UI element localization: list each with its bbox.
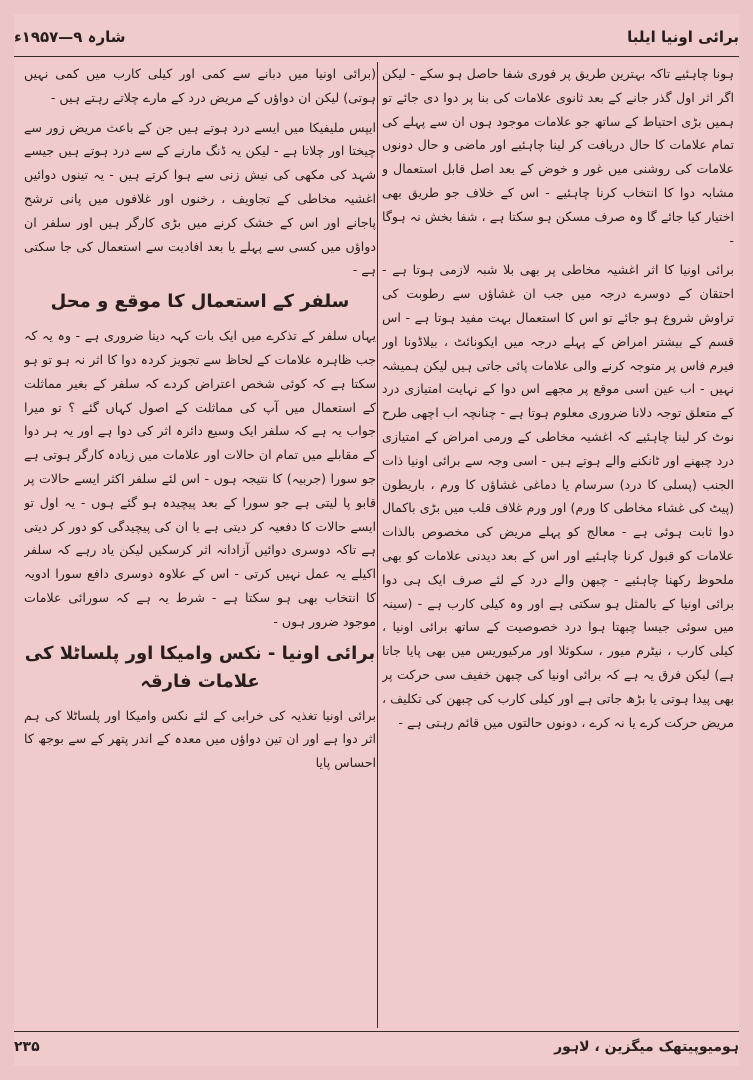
paragraph: یہاں سلفر کے تذکرے میں ایک بات کہہ دینا ضروری ہے - وہ یہ کہ جب ظاہرہ علامات کے لحاظ سے تجویز کردہ دوا کا اثر نہ ہو تو ہو سکتا ہے کہ کوئی شخص اعتراض کردے کہ سلفر کے بغیر مماثلت کے استعمال میں آپ کی مماثلت کے اصول کہاں گئے ؟ تو میرا جواب یہ ہے کہ سلفر ایک وسیع دائرہ اثر کی دوا ہے اور یہ ہر دوا کے مقابلے میں تمام ان حالات اور علامات میں زیادہ کارگر ہوتی ہے جو سورا (جربیہ) کا نتیجہ ہوں - اس لئے سلفر اکثر ایسے حالات پر قابو پا لیتی ہے جو سورا کے بعد پیچیدہ ہو گئے ہوں - یہ اول تو ایسے حالات کا دفعیہ کر دیتی ہے یا ان کی پیچیدگی کو دور کر دیتی ہے تاکہ دوسری دوائیں آزادانہ اثر کرسکیں لیکن یاد رہے کہ سلفر اکیلے یہ عمل نہیں کرتی - اس کے علاوہ دوسری دافع سورا ادویہ کا انتخاب بھی ہو سکتا ہے - شرط یہ ہے کہ سورائی علامات موجود ضرور ہوں - <box>24 328 376 629</box>
paragraph: (برائی اونیا میں دبانے سے کمی اور کیلی کارب میں کمی نہیں ہوتی) لیکن ان دواؤں کے مریض درد کے مارے چلاتے رہتے ہیں - <box>24 66 376 105</box>
paragraph: برائی اونیا تغذیہ کی خرابی کے لئے نکس وامیکا اور پلساٹلا کی ہم اثر دوا ہے اور ان تین دواؤں میں معدہ کے اندر پتھر کے سے بوجھ کا احساس پایا <box>24 707 376 771</box>
paragraph: ایپس ملیفیکا میں ایسے درد ہوتے ہیں جن کے باعث مریض زور سے چیختا اور چلاتا ہے - لیکن یہ ڈنگ مارنے کے سے درد ہوتے ہیں جیسے شہد کی مکھی کی نیش زنی سے ہوا کرتے ہیں - یہ تینوں دوائیں اغشیہ مخاطی کے تجاویف ، رخنوں اور غلافوں میں پانی ترشح پاجانے اور اس کے خشک کرنے میں بڑی کارگر ہیں اور سلفر ان دواؤں میں کسی سے پہلے یا بعد افادیت سے استعمال کی جا سکتی ہے - <box>24 119 376 278</box>
paragraph: برائی اونیا کا اثر اغشیہ مخاطی پر بھی بلا شبہ لازمی ہوتا ہے - احتقان کے دوسرے درجہ میں جب ان غشاؤں سے رطوبت کی تراوش شروع ہو جائے تو اس کا استعمال بہت مفید ہوتا ہے - اس قسم کے بیشتر امراض کے پہلے درجہ میں ایکونائٹ ، بیلاڈونا اور فیرم فاس پر متوجہ کرنے والی علامات پائی جاتی ہیں لیکن ہمیشہ نہیں - اب عین اسی موقع پر مجھے اس دوا کے نہایت امتیازی درد کے متعلق توجہ دلانا ضروری معلوم ہوتا ہے - چنانچہ اب اچھی طرح نوٹ کر لینا چاہئیے کہ اغشیہ مخاطی کے ورمی امراض کے امتیازی درد چبھنے اور ٹانکنے والے ہوتے ہیں - اسی وجہ سے برائی اونیا ذات الجنب (پسلی کا درد) سرسام یا دماغی غشاؤں کا ورم ، باریطون (پیٹ کی غشاء مخاطی کا ورم) اور ورم غلاف قلب میں بڑی باکمال دوا ثابت ہوئی ہے - معالج کو پہلے مریض کی مخصوص بالذات علامات کو قبول کرنا چاہئیے اور اس کے بعد دیدنی علامات کو بھی ملحوظ رکھنا چاہئیے - چبھن والے درد کے لئے صرف ایک ہی دوا برائی اونیا کے بالمثل ہو سکتی ہے اور وہ کیلی کارب ہے - (سینہ میں سوئی جیسا چبھتا ہوا درد خصوصیت کے ساتھ برائی اونیا ، کیلی کارب ، نیٹرم میور ، سکوئلا اور مرکیوریس میں بھی پایا جاتا ہے) لیکن فرق یہ ہے کہ برائی اونیا کی چبھن خفیف سی حرکت پر بھی پیدا ہوتی یا بڑھ جاتی ہے اور کیلی کارب کی چبھن کی تکلیف ، مریض حرکت کرے یا نہ کرے ، دونوں حالتوں میں قائم رہتی ہے - <box>382 262 734 730</box>
page-footer <box>14 1031 739 1062</box>
section-heading: سلفر کے استعمال کا موقع و محل <box>50 291 350 313</box>
paragraph: ہونا چاہئیے تاکہ بہترین طریق پر فوری شفا حاصل ہو سکے - لیکن اگر اثر اول گذر جانے کے بعد ثانوی علامات کی بنا پر دوا دی جائے تو ہمیں بڑی احتیاط کے ساتھ جو علامات موجود ہوں ان سے پہلے کی تمام علامات کا حال دریافت کر لینا چاہئیے اور ماضی و حال دونوں علامات کی روشنی میں غور و خوض کے بعد اصل قابل استعمال و مشابہ دوا کا انتخاب کرنا چاہئیے - اس کے خلاف جو طریق بھی اختیار کیا جائے گا وہ صرف مسکن ہو سکتا ہے ، شفا بخش نہ ہوگا - <box>382 66 734 248</box>
running-title: برائی اونیا ایلبا <box>627 28 739 46</box>
page-number: ۲۳۵ <box>14 1039 40 1055</box>
section-heading: برائی اونیا - نکس وامیکا اور پلساٹلا کی علامات فارقہ <box>24 642 376 692</box>
publisher-name: ہومیوپیتھک میگزین ، لاہور <box>554 1039 739 1055</box>
left-column <box>24 62 376 1030</box>
column-divider <box>377 62 378 1028</box>
right-column <box>382 62 734 1030</box>
page-header <box>14 18 739 57</box>
issue-number: شارہ ۹—۱۹۵۷ء <box>14 28 126 46</box>
